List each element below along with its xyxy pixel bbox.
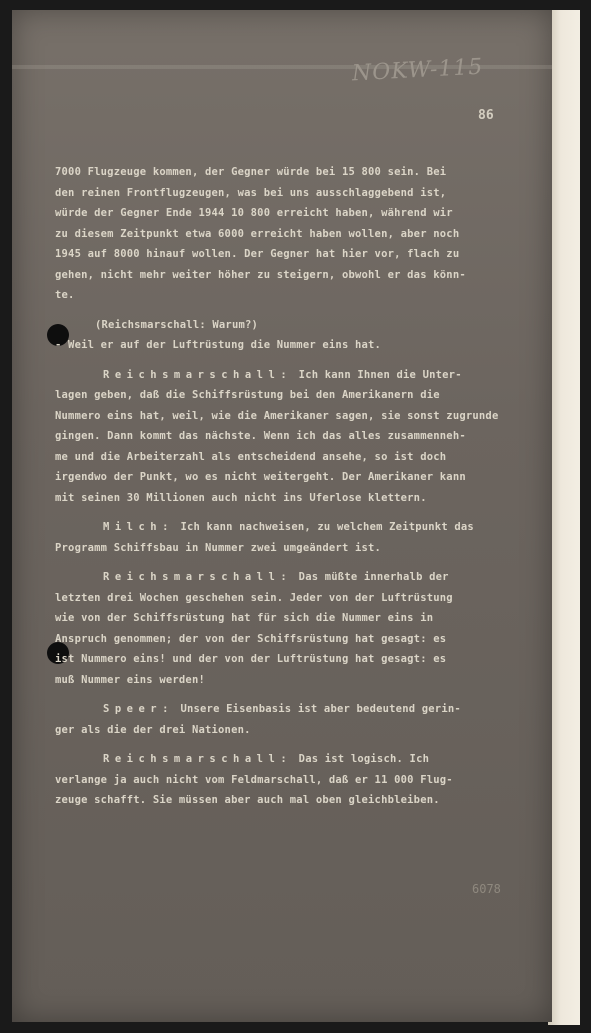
text-line: zeuge schafft. Sie müssen aber auch mal oben gleichbleiben. [55, 794, 440, 806]
archive-stamp-number: 6078 [472, 882, 501, 896]
text-line: me und die Arbeiterzahl als entscheidend ansehe, so ist doch [55, 450, 447, 463]
text-line: gingen. Dann kommt das nächste. Wenn ich das alles zusammenneh- [55, 430, 466, 442]
text-line: zu diesem Zeitpunkt etwa 6000 erreicht haben wollen, aber noch [55, 227, 460, 240]
text-line: Das ist logisch. Ich [292, 753, 430, 765]
handwritten-document-number: NOKW-115 [351, 54, 484, 87]
text-line: lagen geben, daß die Schiffsrüstung bei den Amerikanern die [55, 389, 440, 401]
speech-speer [55, 699, 545, 720]
speaker-name: Speer: [103, 703, 174, 715]
text-line: ist Nummero eins! und der von der Luftrüstung hat gesagt: es [55, 653, 447, 665]
text-line: muß Nummer eins werden! [55, 673, 205, 686]
text-line: den reinen Frontflugzeugen, was bei uns ausschlaggebend ist, [55, 186, 447, 199]
text-line: wie von der Schiffsrüstung hat für sich die Nummer eins in [55, 612, 434, 624]
interjection: (Reichsmarschall: Warum?) [95, 318, 259, 331]
text-line: mit seinen 30 Millionen auch nicht ins Uferlose klettern. [55, 491, 427, 504]
page-number: 86 [478, 108, 494, 123]
text-line: Ich kann Ihnen die Unter- [292, 368, 462, 381]
speaker-name: Reichsmarschall: [103, 753, 293, 765]
text-line: te. [55, 289, 75, 301]
speaker-name: Reichsmarschall: [103, 571, 293, 583]
text-line: 7000 Flugzeuge kommen, der Gegner würde bei 15 800 sein. Bei [55, 166, 447, 178]
speech-reichsmarschall-3 [55, 749, 545, 770]
text-line: Das müßte innerhalb der [292, 571, 449, 583]
text-line: Nummero eins hat, weil, wie die Amerikaner sagen, sie sonst zugrunde [55, 409, 499, 422]
text-line: würde der Gegner Ende 1944 10 800 erreicht haben, während wir [55, 207, 453, 219]
text-line: Programm Schiffsbau in Nummer zwei umgeändert ist. [55, 541, 382, 554]
text-line: letzten drei Wochen geschehen sein. Jeder von der Luftrüstung [55, 591, 453, 604]
text-line: irgendwo der Punkt, wo es nicht weitergeht. Der Amerikaner kann [55, 471, 466, 483]
transcript-body [55, 162, 545, 811]
text-line: Anspruch genommen; der von der Schiffsrüstung hat gesagt: es [55, 632, 447, 645]
paper-edge [548, 10, 580, 1025]
text-line: verlange ja auch nicht vom Feldmarschall, daß er 11 000 Flug- [55, 773, 453, 786]
speaker-name: Milch: [103, 521, 174, 533]
speech-reichsmarschall-2 [55, 567, 545, 588]
speech-reichsmarschall-1 [55, 365, 545, 386]
speech-milch [55, 517, 545, 538]
answer-line: - Weil er auf der Luftrüstung die Nummer eins hat. [55, 339, 382, 351]
text-line: Unsere Eisenbasis ist aber bedeutend gerin- [173, 703, 461, 715]
text-line: 1945 auf 8000 hinauf wollen. Der Gegner hat hier vor, flach zu [55, 248, 460, 260]
text-line: Ich kann nachweisen, zu welchem Zeitpunkt das [173, 521, 474, 533]
speaker-name: Reichsmarschall: [103, 368, 293, 381]
text-line: gehen, nicht mehr weiter höher zu steigern, obwohl er das könn- [55, 268, 466, 281]
text-line: ger als die der drei Nationen. [55, 723, 251, 736]
